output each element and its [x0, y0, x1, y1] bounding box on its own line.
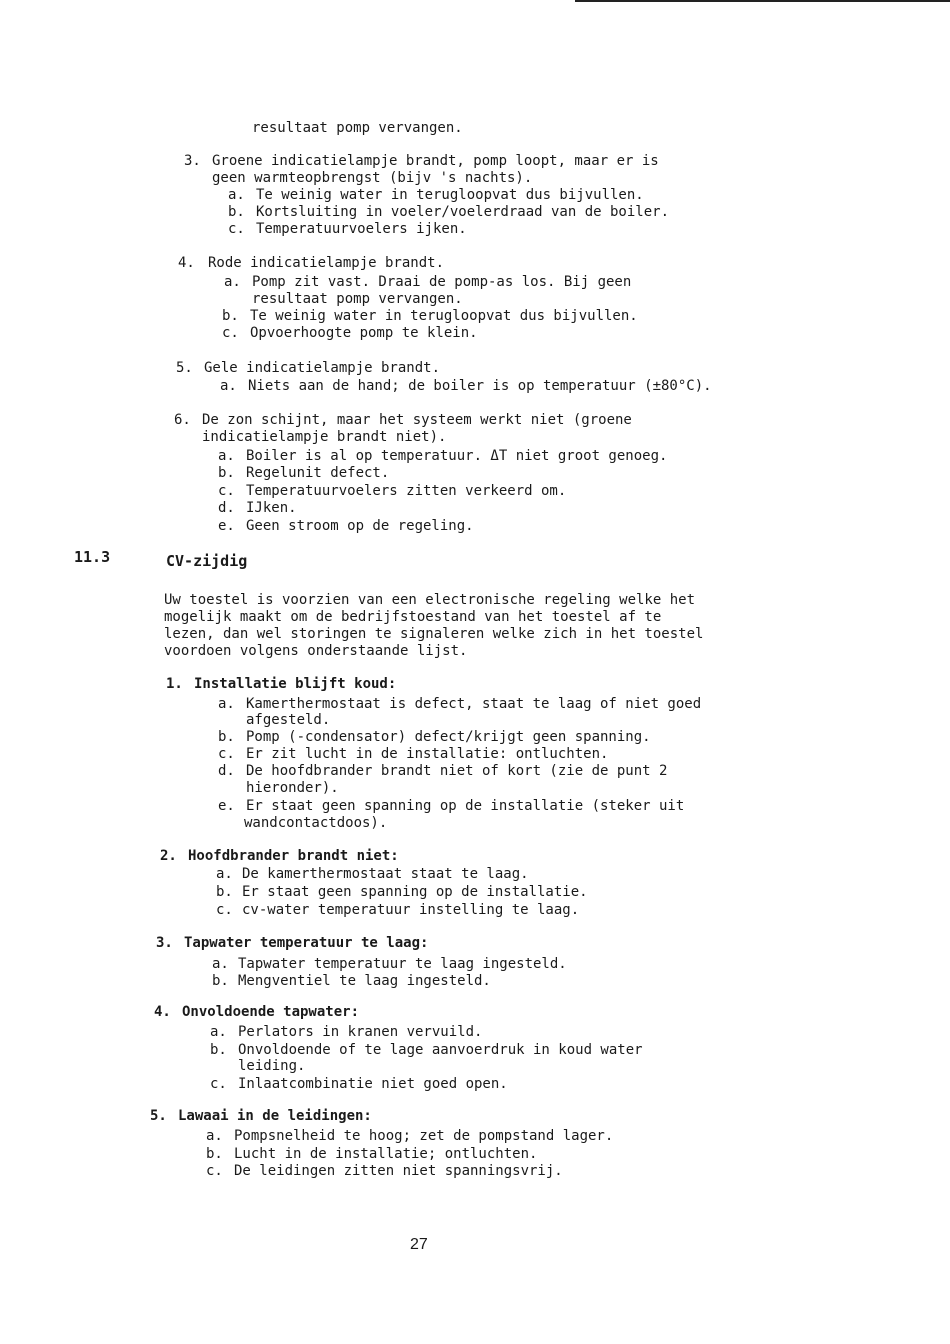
- item4-sub-c-letter: c.: [222, 325, 239, 341]
- cv-item2-sub-a-letter: a.: [216, 866, 233, 882]
- item5-text: Gele indicatielampje brandt.: [204, 360, 441, 376]
- cv-item5-sub-a: Pompsnelheid te hoog; zet de pompstand lager.: [234, 1128, 614, 1144]
- item5-sub-a-letter: a.: [220, 378, 237, 394]
- item6-sub-a: Boiler is al op temperatuur. ΔT niet groot genoeg.: [246, 448, 668, 464]
- cv-item1-sub-d-line1: De hoofdbrander brandt niet of kort (zie de punt 2: [246, 763, 668, 779]
- cv-item1-sub-d-letter: d.: [218, 763, 235, 779]
- cv-item1-sub-c-letter: c.: [218, 746, 235, 762]
- item6-line1: De zon schijnt, maar het systeem werkt niet (groene: [202, 412, 632, 428]
- cv-item1-sub-b-letter: b.: [218, 729, 235, 745]
- cv-item4-sub-c: Inlaatcombinatie niet goed open.: [238, 1076, 508, 1092]
- item4-number: 4.: [178, 255, 195, 271]
- cv-item3-sub-b: Mengventiel te laag ingesteld.: [238, 973, 491, 989]
- cv-item3-sub-b-letter: b.: [212, 973, 229, 989]
- cv-item4-sub-b-letter: b.: [210, 1042, 227, 1058]
- cv-item2-sub-c: cv-water temperatuur instelling te laag.: [242, 902, 580, 918]
- item5-sub-a: Niets aan de hand; de boiler is op temperatuur (±80°C).: [248, 378, 712, 394]
- item6-line2: indicatielampje brandt niet).: [202, 429, 447, 445]
- cv-item2-title: Hoofdbrander brandt niet:: [188, 848, 399, 864]
- intro-line-3: lezen, dan wel storingen te signaleren welke zich in het toestel: [164, 626, 704, 642]
- cv-item3-number: 3.: [156, 935, 173, 951]
- item4-sub-b-letter: b.: [222, 308, 239, 324]
- item6-number: 6.: [174, 412, 191, 428]
- item2-tail: resultaat pomp vervangen.: [252, 120, 463, 136]
- cv-item4-sub-a-letter: a.: [210, 1024, 227, 1040]
- cv-item5-sub-c: De leidingen zitten niet spanningsvrij.: [234, 1163, 563, 1179]
- item6-sub-d: IJken.: [246, 500, 297, 516]
- cv-item5-title: Lawaai in de leidingen:: [178, 1108, 372, 1124]
- cv-item2-sub-a: De kamerthermostaat staat te laag.: [242, 866, 529, 882]
- intro-line-2: mogelijk maakt om de bedrijfstoestand van het toestel af te: [164, 609, 662, 625]
- cv-item1-sub-e-line2: wandcontactdoos).: [244, 815, 388, 831]
- cv-item5-number: 5.: [150, 1108, 167, 1124]
- cv-item1-sub-e-letter: e.: [218, 798, 235, 814]
- cv-item4-number: 4.: [154, 1004, 171, 1020]
- cv-item1-sub-c: Er zit lucht in de installatie: ontluchten.: [246, 746, 609, 762]
- item6-sub-c-letter: c.: [218, 483, 235, 499]
- item6-sub-c: Temperatuurvoelers zitten verkeerd om.: [246, 483, 567, 499]
- cv-item3-title: Tapwater temperatuur te laag:: [184, 935, 429, 951]
- page-number: 27: [410, 1236, 428, 1253]
- cv-item4-sub-a: Perlators in kranen vervuild.: [238, 1024, 483, 1040]
- item6-sub-e: Geen stroom op de regeling.: [246, 518, 474, 534]
- cv-item1-sub-b: Pomp (-condensator) defect/krijgt geen spanning.: [246, 729, 651, 745]
- item3-number: 3.: [184, 153, 201, 169]
- item6-sub-a-letter: a.: [218, 448, 235, 464]
- cv-item1-number: 1.: [166, 676, 183, 692]
- item3-sub-b-letter: b.: [228, 204, 245, 220]
- cv-item4-sub-b-line2: leiding.: [238, 1058, 306, 1074]
- cv-item1-sub-e-line1: Er staat geen spanning op de installatie (steker uit: [246, 798, 685, 814]
- item6-sub-b-letter: b.: [218, 465, 235, 481]
- cv-item2-number: 2.: [160, 848, 177, 864]
- section-title: CV-zijdig: [166, 552, 248, 570]
- cv-item1-sub-a-line1: Kamerthermostaat is defect, staat te laag of niet goed: [246, 696, 702, 712]
- item5-number: 5.: [176, 360, 193, 376]
- item4-sub-a-line2: resultaat pomp vervangen.: [252, 291, 463, 307]
- cv-item5-sub-b-letter: b.: [206, 1146, 223, 1162]
- item4-sub-a-line1: Pomp zit vast. Draai de pomp-as los. Bij geen: [252, 274, 632, 290]
- intro-line-4: voordoen volgens onderstaande lijst.: [164, 643, 468, 659]
- scan-border-line: [575, 0, 950, 2]
- cv-item3-sub-a: Tapwater temperatuur te laag ingesteld.: [238, 956, 567, 972]
- item3-sub-c: Temperatuurvoelers ijken.: [256, 221, 467, 237]
- item4-sub-a-letter: a.: [224, 274, 241, 290]
- cv-item5-sub-a-letter: a.: [206, 1128, 223, 1144]
- item3-sub-c-letter: c.: [228, 221, 245, 237]
- cv-item1-title: Installatie blijft koud:: [194, 676, 397, 692]
- section-number: 11.3: [74, 548, 111, 566]
- item3-sub-a: Te weinig water in terugloopvat dus bijvullen.: [256, 187, 644, 203]
- cv-item3-sub-a-letter: a.: [212, 956, 229, 972]
- item6-sub-b: Regelunit defect.: [246, 465, 390, 481]
- item6-sub-e-letter: e.: [218, 518, 235, 534]
- cv-item1-sub-a-line2: afgesteld.: [246, 712, 331, 728]
- item3-line2: geen warmteopbrengst (bijv 's nachts).: [212, 170, 533, 186]
- item3-sub-b: Kortsluiting in voeler/voelerdraad van de boiler.: [256, 204, 670, 220]
- cv-item1-sub-d-line2: hieronder).: [246, 780, 339, 796]
- cv-item4-sub-b-line1: Onvoldoende of te lage aanvoerdruk in koud water: [238, 1042, 643, 1058]
- item6-sub-d-letter: d.: [218, 500, 235, 516]
- cv-item5-sub-c-letter: c.: [206, 1163, 223, 1179]
- item4-text: Rode indicatielampje brandt.: [208, 255, 445, 271]
- cv-item4-title: Onvoldoende tapwater:: [182, 1004, 360, 1020]
- item4-sub-b: Te weinig water in terugloopvat dus bijvullen.: [250, 308, 638, 324]
- item3-line1: Groene indicatielampje brandt, pomp loopt, maar er is: [212, 153, 659, 169]
- cv-item2-sub-b-letter: b.: [216, 884, 233, 900]
- cv-item1-sub-a-letter: a.: [218, 696, 235, 712]
- cv-item2-sub-b: Er staat geen spanning op de installatie.: [242, 884, 588, 900]
- item3-sub-a-letter: a.: [228, 187, 245, 203]
- item4-sub-c: Opvoerhoogte pomp te klein.: [250, 325, 478, 341]
- intro-line-1: Uw toestel is voorzien van een electronische regeling welke het: [164, 592, 696, 608]
- cv-item4-sub-c-letter: c.: [210, 1076, 227, 1092]
- cv-item5-sub-b: Lucht in de installatie; ontluchten.: [234, 1146, 538, 1162]
- cv-item2-sub-c-letter: c.: [216, 902, 233, 918]
